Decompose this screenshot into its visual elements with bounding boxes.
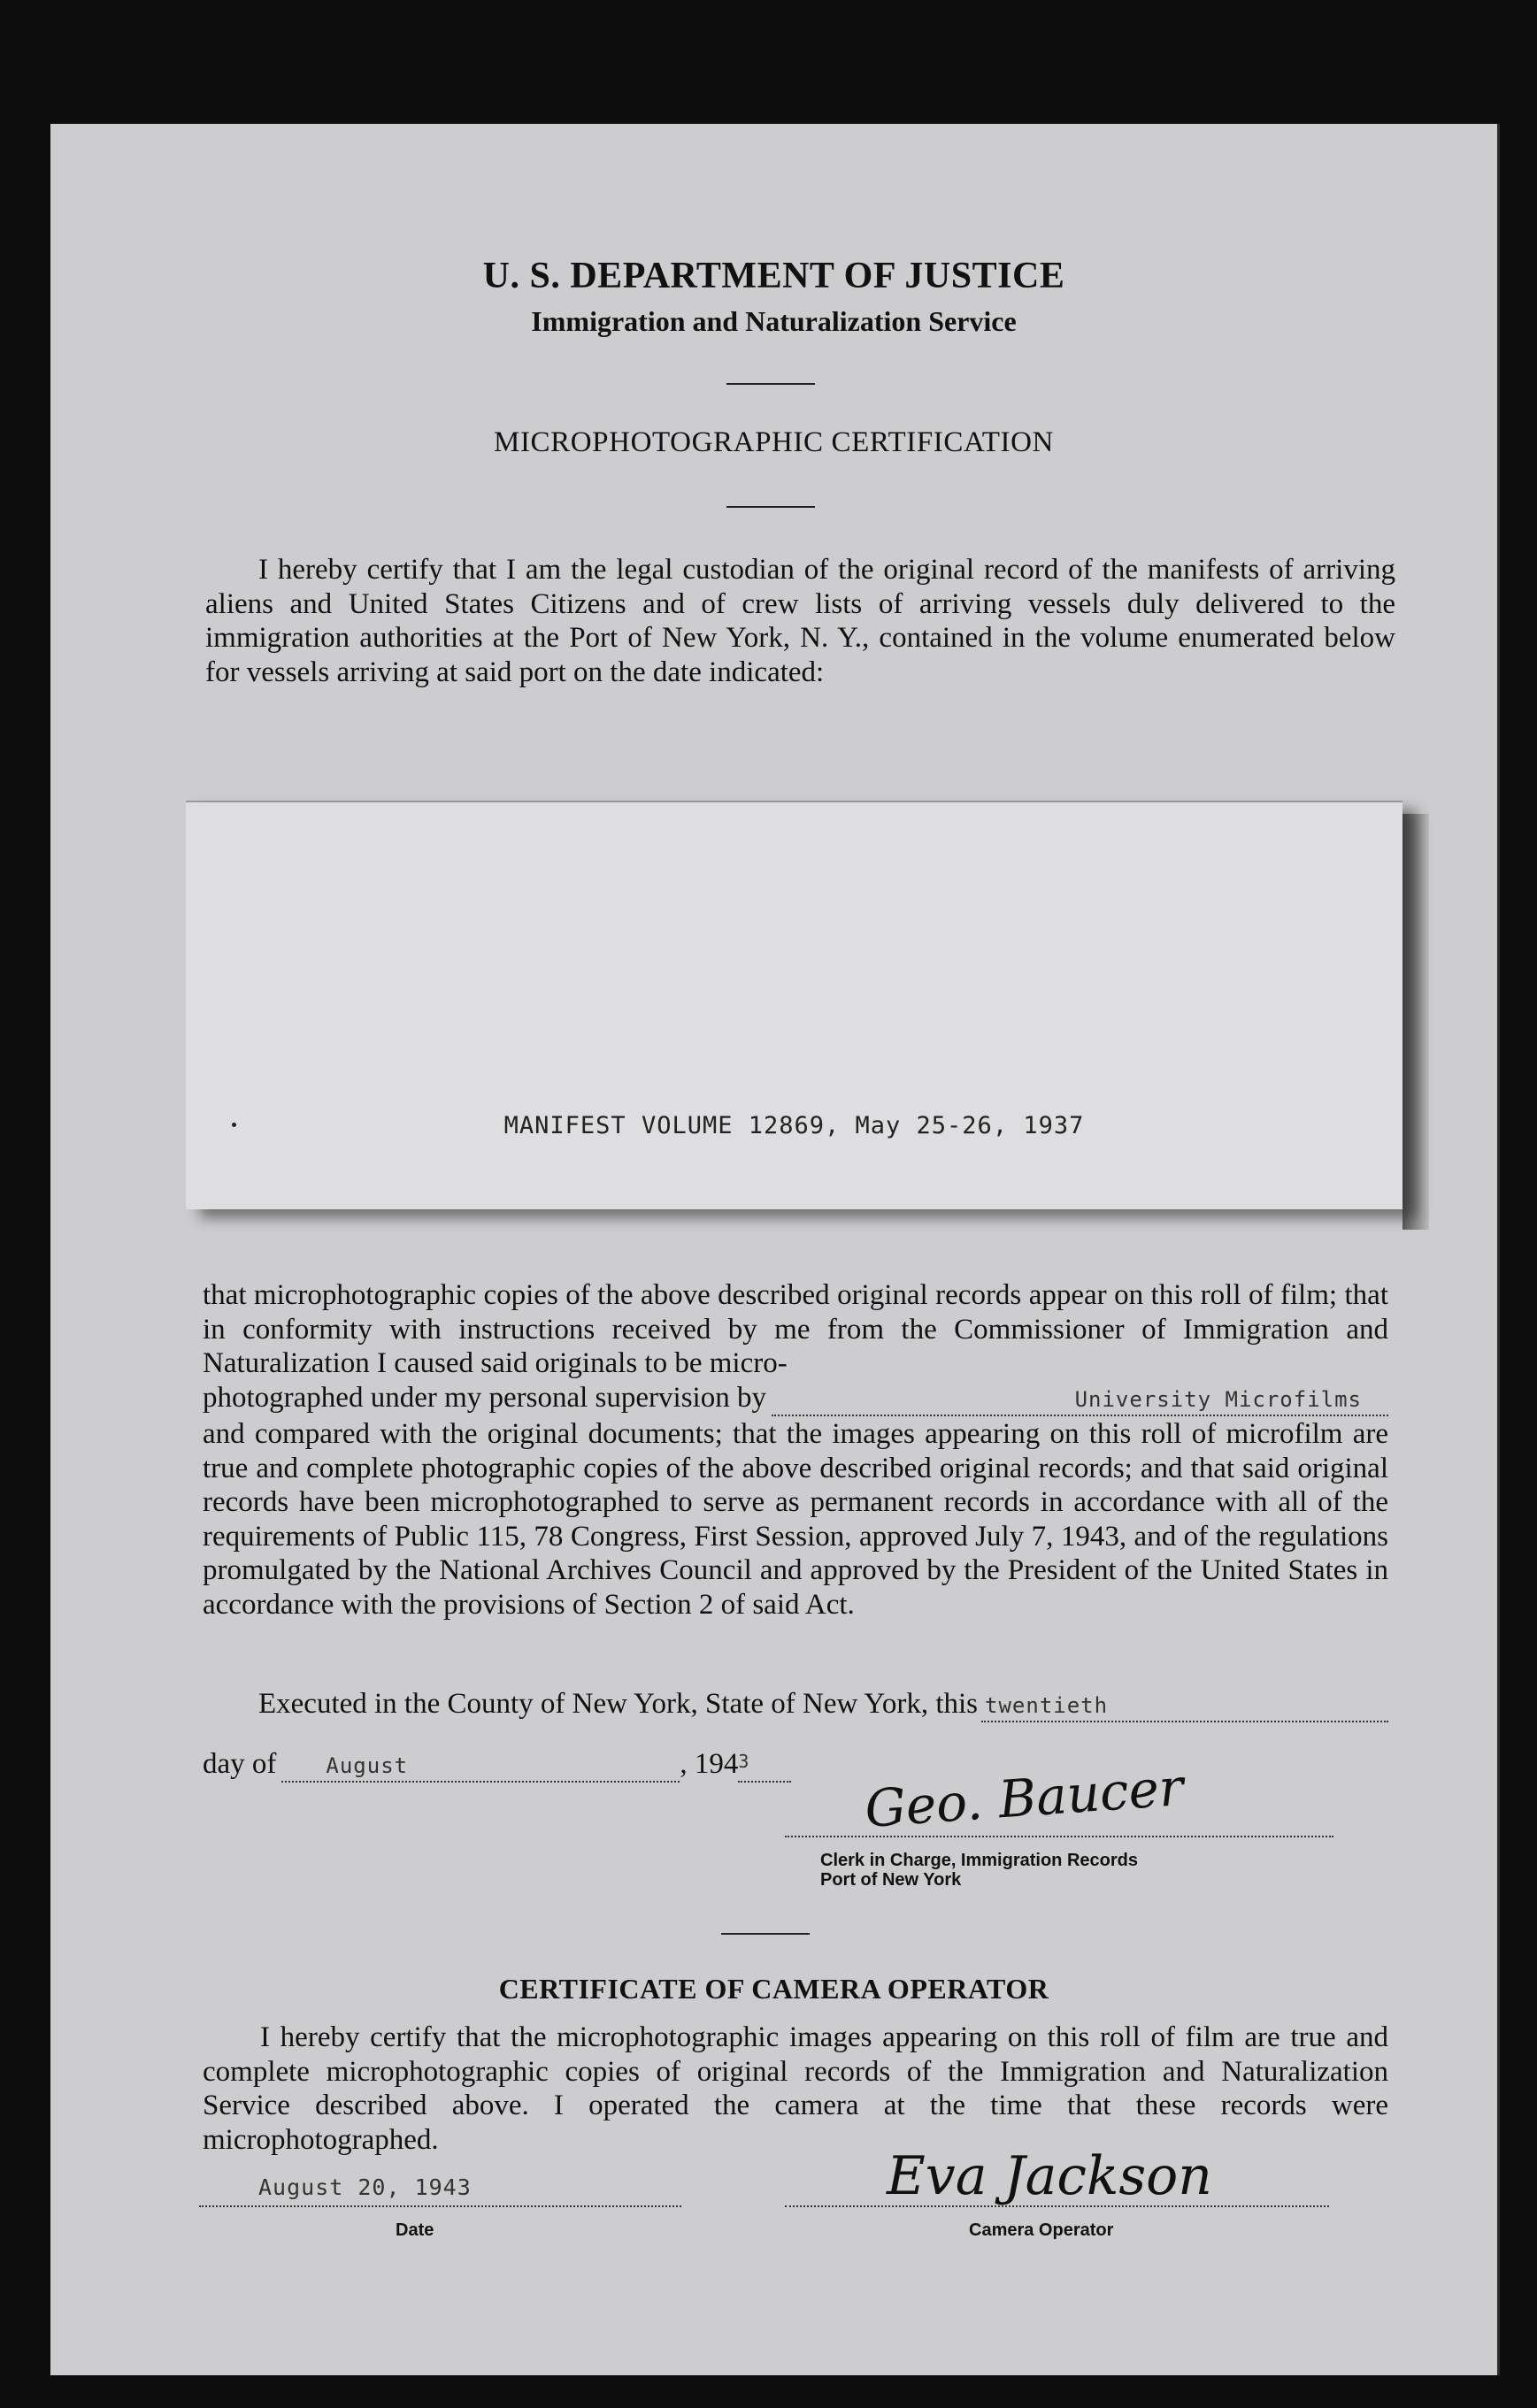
camera-certificate-title: CERTIFICATE OF CAMERA OPERATOR [498,1973,1049,2005]
department-heading: U. S. DEPARTMENT OF JUSTICE [482,256,1065,296]
photographer-value: University Microfilms [1074,1387,1362,1412]
volume-card [186,801,1403,1209]
day-field [981,1688,1388,1722]
divider-rule [721,1933,810,1935]
intro-paragraph: I hereby certify that I am the legal custodian of the original record of the manifests of arriving aliens and United States Citizens and of crew lists of arriving vessels duly delivered to the immigration authorities at the Port of New York, N. Y., contained in the volume enumerated below for vessels arriving at said port on the date indicated: [205,554,1395,688]
date-line-field [199,2205,681,2207]
clerk-signature-line [785,1836,1333,1837]
clerk-title [820,1851,1351,1890]
photographer-prefix: photographed under my personal supervision by [203,1382,766,1414]
divider-rule [726,383,815,385]
clerk-signature: Geo. Baucer [863,1756,1186,1839]
certification-title: MICROPHOTOGRAPHIC CERTIFICATION [494,426,1054,458]
camera-certificate-text: I hereby certify that the microphotographic images appearing on this roll of film are true and complete microphotographic copies of original records of the Immigration and Naturalization Service described above. I operated the camera at the time that these records were microphotographed. [203,2021,1388,2156]
divider-rule [726,506,815,508]
date-line [203,1748,875,1783]
operator-signature-line [785,2205,1329,2207]
clerk-title-line2: Port of New York [820,1870,962,1890]
clerk-title-line1: Clerk in Charge, Immigration Records [820,1851,1138,1870]
execution-line [258,1688,1388,1723]
operator-signature: Eva Jackson [887,2145,1212,2207]
year-prefix: , 194 [680,1748,739,1780]
service-subheading: Immigration and Naturalization Service [531,305,1017,337]
photographer-line [203,1382,1388,1417]
execution-prefix: Executed in the County of New York, State of New York, this [258,1688,979,1720]
operator-date-value: August 20, 1943 [258,2174,472,2200]
operator-label: Camera Operator [969,2220,1114,2240]
photographer-field [772,1382,1388,1416]
manifest-volume-text: MANIFEST VOLUME 12869, May 25-26, 1937 [503,1112,1085,1139]
day-value: twentieth [985,1693,1109,1718]
card-shadow [1403,814,1429,1230]
year-field [738,1748,791,1783]
day-of-label: day of [203,1748,277,1780]
date-label: Date [396,2220,434,2240]
certification-page [50,124,1500,2375]
month-value: August [326,1753,409,1778]
month-field [281,1748,680,1783]
body-paragraph-part2: and compared with the original documents; that the images appearing on this roll of microfilm are true and complete photographic copies of the above described original records; and that said original records have been microphotographed to serve as permanent records in accordance with all of the requirements of Public 115, 78 Congress, First Session, approved July 7, 1943, and of the regulations promulgated by the National Archives Council and approved by the President of the United States in accordance with the provisions of Section 2 of said Act. [203,1418,1388,1621]
year-value: 3 [738,1751,750,1772]
body-paragraph-part1: that microphotographic copies of the above described original records appear on this roll of film; that in conformity with instructions received by me from the Commissioner of Immigration and Naturalization I caused said originals to be micro- [203,1279,1388,1379]
